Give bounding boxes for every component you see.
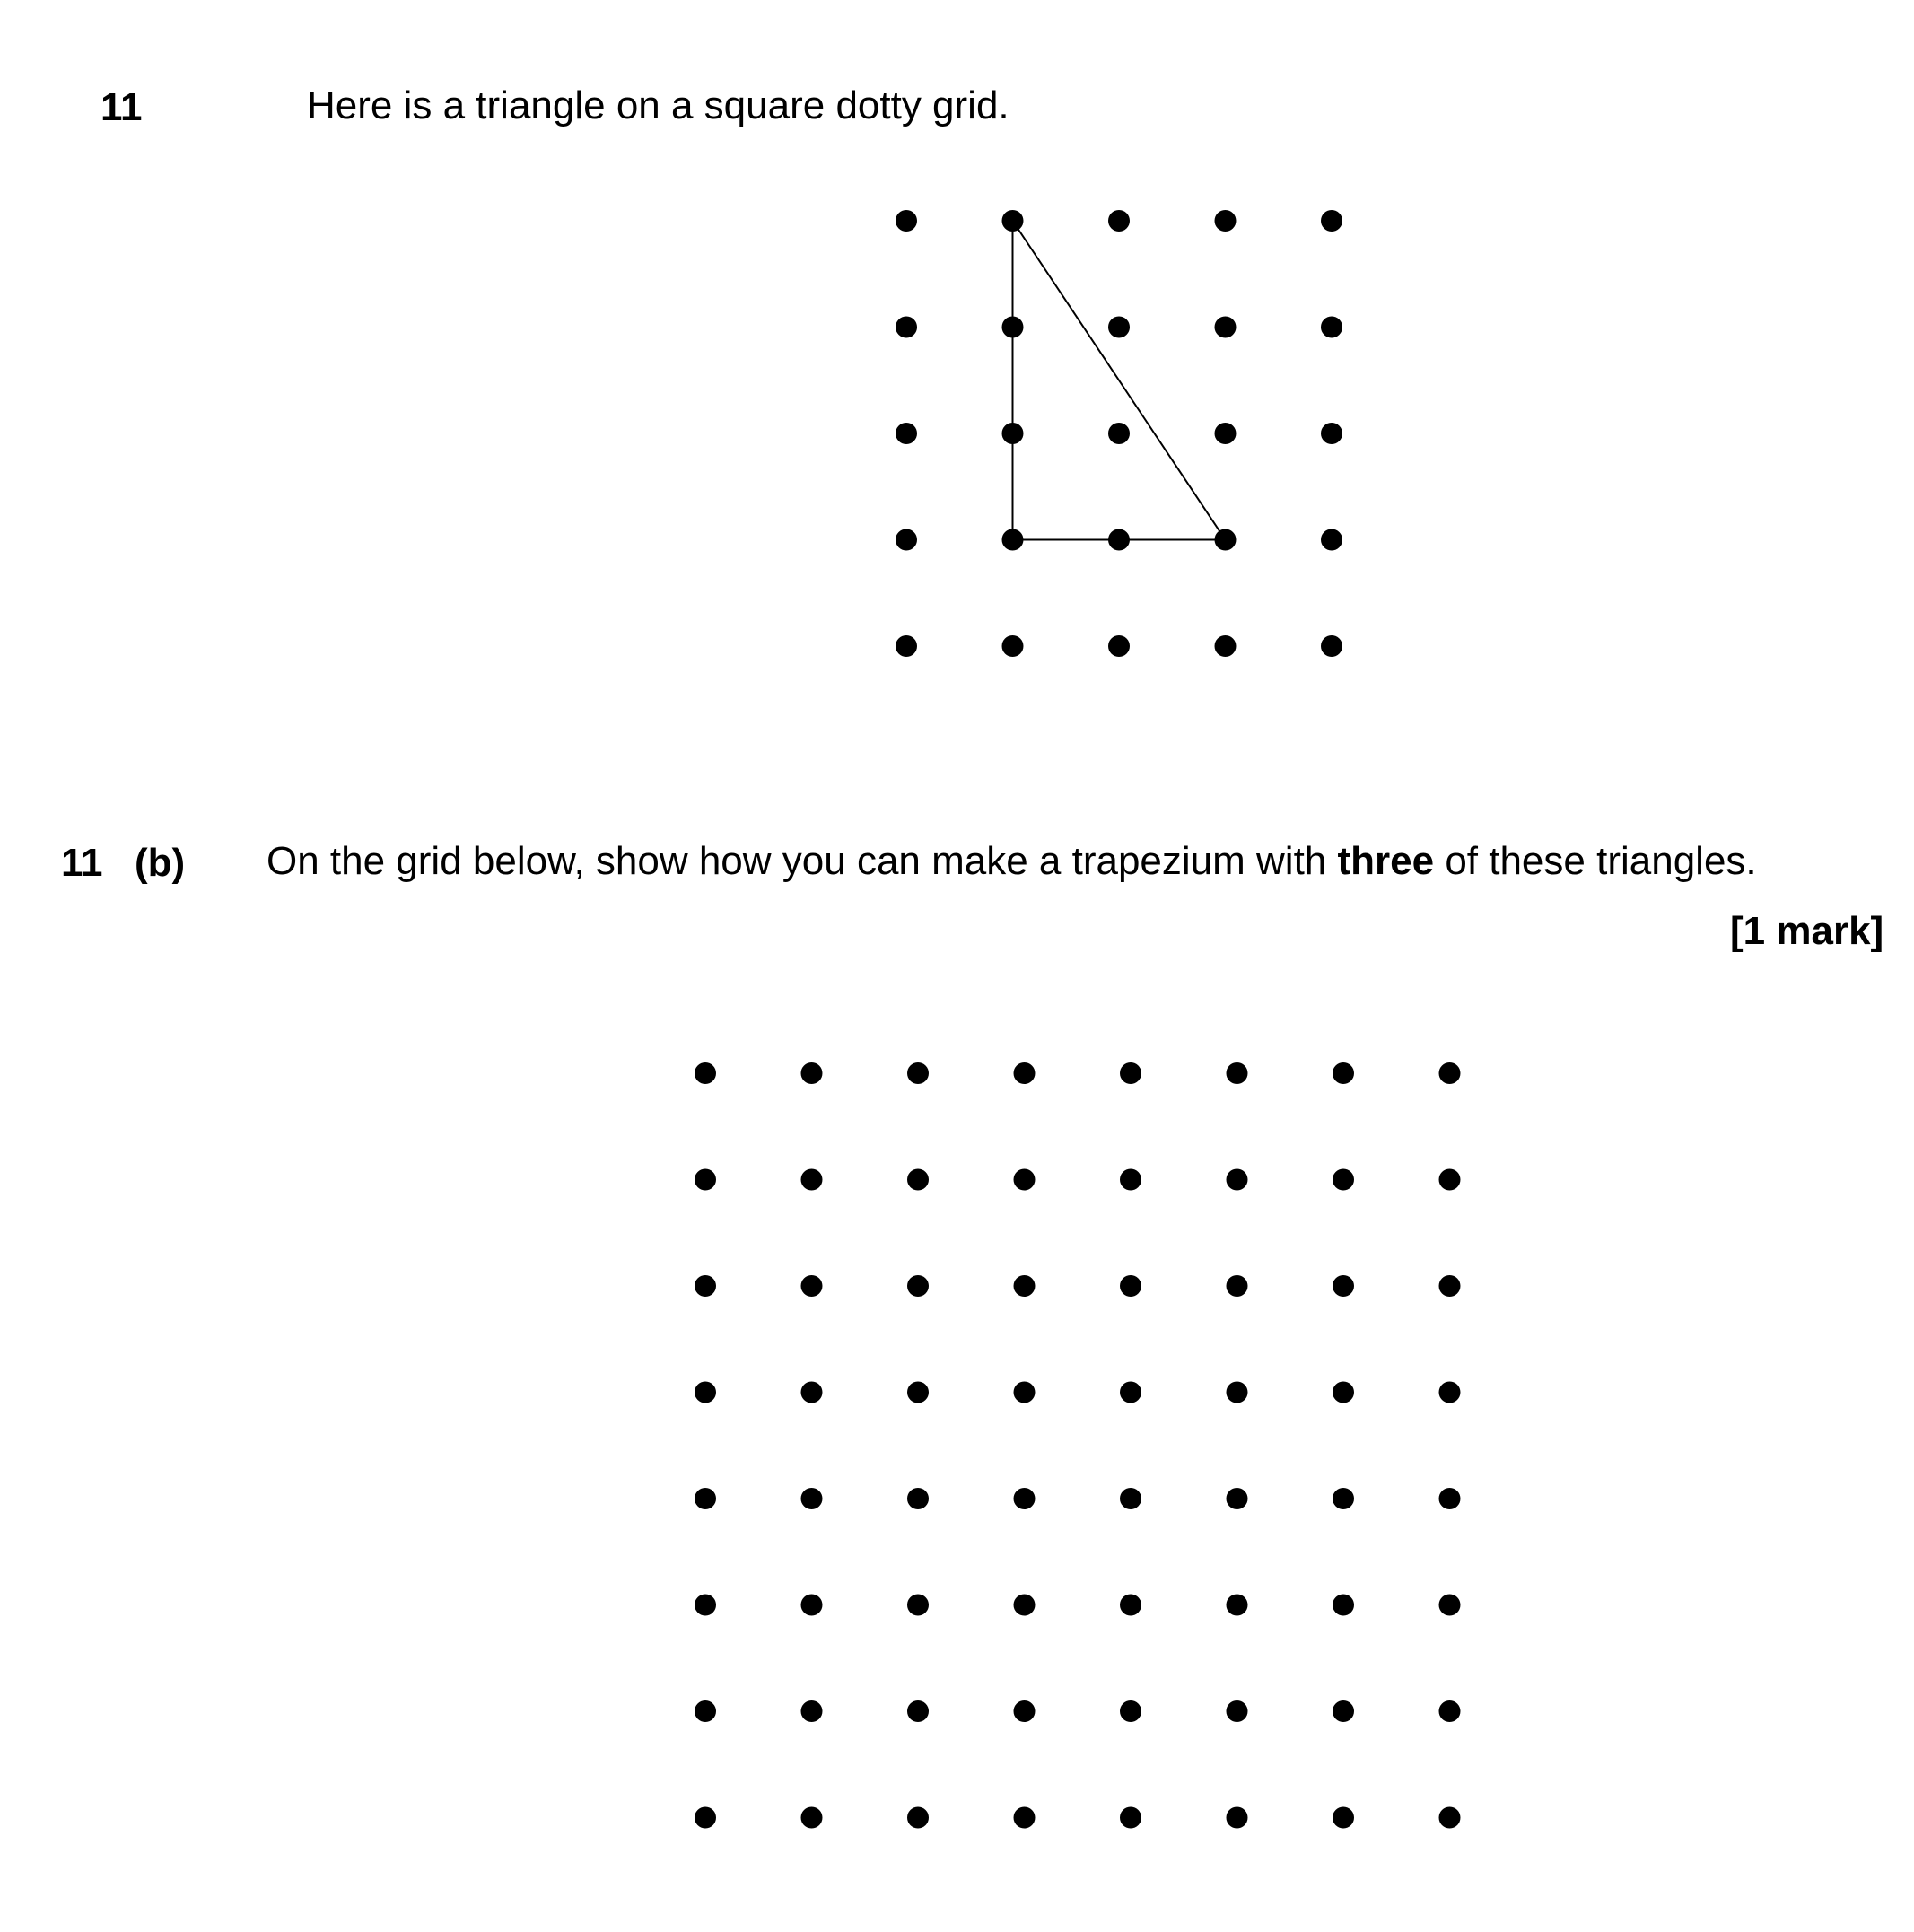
answer-grid-dot	[1120, 1169, 1141, 1191]
answer-grid-dot	[1120, 1488, 1141, 1509]
answer-grid-dot	[1014, 1275, 1036, 1297]
answer-grid-dot	[801, 1700, 823, 1722]
answer-grid-dot	[695, 1062, 716, 1084]
answer-grid-dot	[1227, 1807, 1248, 1829]
answer-grid-dot	[1227, 1275, 1248, 1297]
answer-grid-dot	[1120, 1595, 1141, 1616]
answer-grid-dot	[1333, 1169, 1354, 1191]
answer-grid-dot	[1120, 1700, 1141, 1722]
answer-grid-dot	[1120, 1275, 1141, 1297]
question-11b-number: 11	[61, 841, 103, 885]
answer-grid-dot	[1333, 1488, 1354, 1509]
answer-grid-dot	[1333, 1382, 1354, 1403]
instruction-text-before: On the grid below, show how you can make a trapezium with	[267, 839, 1338, 883]
answer-grid-dot	[801, 1595, 823, 1616]
answer-grid-dot	[1014, 1595, 1036, 1616]
answer-grid-dot	[1439, 1807, 1461, 1829]
answer-grid-dot	[1014, 1488, 1036, 1509]
answer-grid-dot	[907, 1807, 929, 1829]
answer-grid-dot	[1333, 1807, 1354, 1829]
answer-grid-dot	[695, 1169, 716, 1191]
answer-grid-dot	[1439, 1700, 1461, 1722]
answer-grid-dot	[801, 1488, 823, 1509]
answer-grid-dot	[1333, 1700, 1354, 1722]
answer-grid-dot	[907, 1595, 929, 1616]
mark-allocation: [1 mark]	[1730, 909, 1884, 953]
answer-grid-dot	[801, 1062, 823, 1084]
instruction-text-after: of these triangles.	[1434, 839, 1757, 883]
answer-grid-dot	[907, 1275, 929, 1297]
instruction-bold-word: three	[1337, 839, 1435, 883]
answer-grid-dot	[1439, 1275, 1461, 1297]
answer-grid-dot	[1333, 1275, 1354, 1297]
answer-grid-dot	[695, 1595, 716, 1616]
answer-grid-dot	[1439, 1595, 1461, 1616]
answer-grid-dot	[695, 1807, 716, 1829]
answer-grid-dot	[907, 1062, 929, 1084]
answer-grid-dot	[1227, 1700, 1248, 1722]
answer-grid-dot	[695, 1700, 716, 1722]
answer-grid-dot	[1014, 1169, 1036, 1191]
answer-grid-dot	[1120, 1062, 1141, 1084]
answer-grid-dot	[1439, 1062, 1461, 1084]
answer-grid-dot	[1227, 1488, 1248, 1509]
answer-grid-dot	[1333, 1062, 1354, 1084]
answer-grid-dot	[801, 1382, 823, 1403]
answer-grid-dot	[1014, 1700, 1036, 1722]
answer-grid-dot	[695, 1382, 716, 1403]
answer-grid-dot	[1439, 1169, 1461, 1191]
answer-grid-dot	[801, 1275, 823, 1297]
answer-grid-dot	[1439, 1488, 1461, 1509]
answer-grid-dot	[1014, 1807, 1036, 1829]
answer-grid-dot	[1120, 1382, 1141, 1403]
answer-grid-dot	[801, 1169, 823, 1191]
answer-grid-dot	[1014, 1382, 1036, 1403]
answer-grid-dot	[695, 1488, 716, 1509]
answer-grid-dot	[1120, 1807, 1141, 1829]
answer-grid-dot	[1333, 1595, 1354, 1616]
answer-grid-dot	[907, 1169, 929, 1191]
answer-grid-dot	[695, 1275, 716, 1297]
answer-grid-dot	[1227, 1062, 1248, 1084]
answer-grid-dot	[1227, 1169, 1248, 1191]
question-11-number: 11	[101, 85, 143, 129]
answer-grid-dot	[1227, 1595, 1248, 1616]
answer-grid-dot	[907, 1382, 929, 1403]
question-11-intro: Here is a triangle on a square dotty grid.	[307, 83, 1009, 127]
answer-grid-dot	[1227, 1382, 1248, 1403]
answer-grid-dot	[907, 1700, 929, 1722]
answer-grid-dot	[801, 1807, 823, 1829]
answer-grid-dot	[1014, 1062, 1036, 1084]
answer-grid-dot	[907, 1488, 929, 1509]
question-11b-part-label: (b)	[135, 841, 186, 885]
answer-grid-dot	[1439, 1382, 1461, 1403]
